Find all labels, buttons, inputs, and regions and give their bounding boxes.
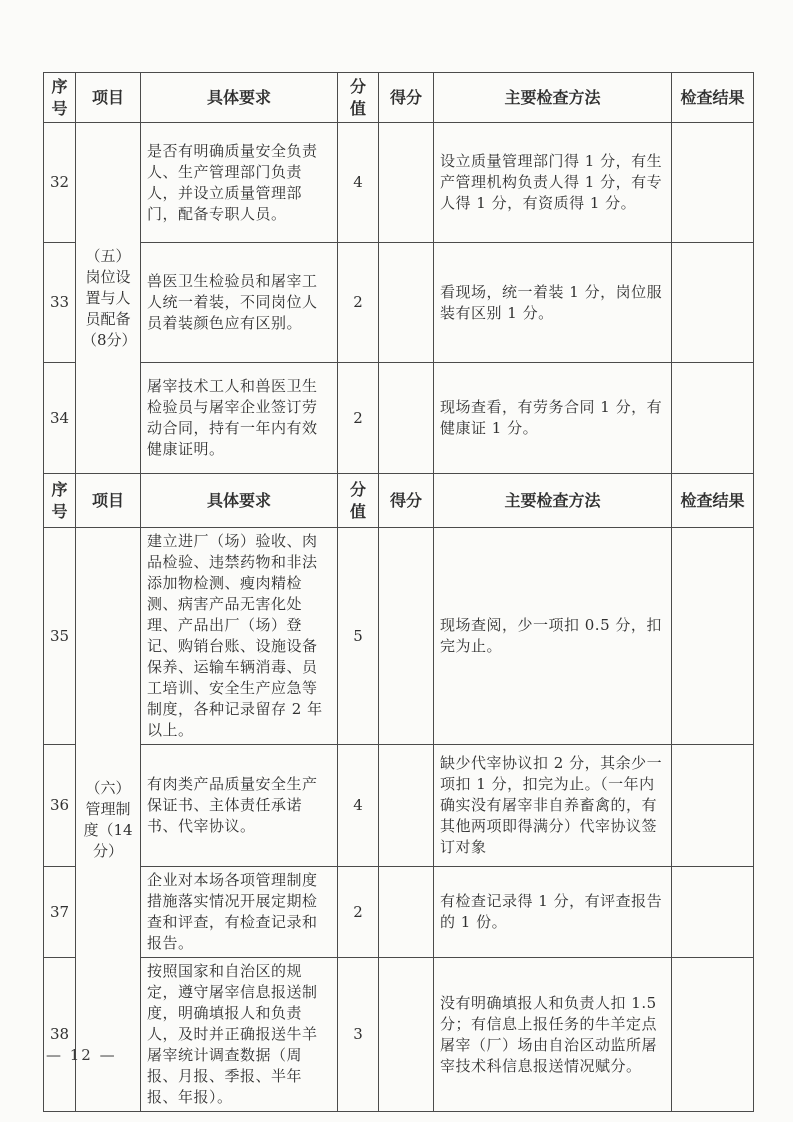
score-obtained-cell — [379, 528, 434, 745]
method-cell: 没有明确填报人和负责人扣 1.5 分；有信息上报任务的牛羊定点屠宰（厂）场由自治区动监所屠宰技术科信息报送情况赋分。 — [434, 958, 672, 1112]
table-row-34 — [44, 363, 754, 474]
requirement-cell: 兽医卫生检验员和屠宰工人统一着装，不同岗位人员着装颜色应有区别。 — [141, 243, 338, 363]
row-number-cell: 35 — [44, 528, 76, 745]
table-header-row-2 — [44, 474, 754, 528]
header-requirement: 具体要求 — [141, 474, 338, 528]
requirement-cell: 企业对本场各项管理制度措施落实情况开展定期检查和评查，有检查记录和报告。 — [141, 867, 338, 958]
category-cell-6: （六）管理制度（14分） — [76, 528, 141, 1112]
header-serial-number-label: 序号 — [51, 76, 68, 118]
header-inspection-result: 检查结果 — [672, 474, 754, 528]
requirement-cell: 按照国家和自治区的规定，遵守屠宰信息报送制度，明确填报人和负责人，及时并正确报送牛羊屠宰统计调查数据（周报、月报、季报、半年报、年报）。 — [141, 958, 338, 1112]
score-value-cell: 5 — [338, 528, 379, 745]
category-cell-5: （五）岗位设置与人员配备（8分） — [76, 123, 141, 474]
header-score-value — [338, 474, 379, 528]
result-cell — [672, 123, 754, 243]
requirement-cell: 有肉类产品质量安全生产保证书、主体责任承诺书、代宰协议。 — [141, 745, 338, 867]
score-obtained-cell — [379, 243, 434, 363]
score-obtained-cell — [379, 867, 434, 958]
table-row-38 — [44, 958, 754, 1112]
header-requirement: 具体要求 — [141, 73, 338, 123]
requirement-cell: 屠宰技术工人和兽医卫生检验员与屠宰企业签订劳动合同，持有一年内有效健康证明。 — [141, 363, 338, 474]
method-cell: 现场查阅，少一项扣 0.5 分，扣完为止。 — [434, 528, 672, 745]
table-header-row-1 — [44, 73, 754, 123]
header-project: 项目 — [76, 73, 141, 123]
requirement-cell: 是否有明确质量安全负责人、生产管理部门负责人，并设立质量管理部门，配备专职人员。 — [141, 123, 338, 243]
method-cell: 设立质量管理部门得 1 分，有生产管理机构负责人得 1 分，有专人得 1 分，有资质得 1 分。 — [434, 123, 672, 243]
method-cell: 看现场，统一着装 1 分，岗位服装有区别 1 分。 — [434, 243, 672, 363]
score-value-cell: 2 — [338, 363, 379, 474]
row-number-cell: 32 — [44, 123, 76, 243]
result-cell — [672, 745, 754, 867]
score-obtained-cell — [379, 958, 434, 1112]
table-row-32 — [44, 123, 754, 243]
header-score-value-label: 分值 — [349, 479, 366, 521]
header-inspection-result: 检查结果 — [672, 73, 754, 123]
method-cell: 现场查看，有劳务合同 1 分，有健康证 1 分。 — [434, 363, 672, 474]
inspection-score-table — [43, 72, 754, 1112]
score-obtained-cell — [379, 363, 434, 474]
method-cell: 缺少代宰协议扣 2 分，其余少一项扣 1 分，扣完为止。（一年内确实没有屠宰非自养畜禽的，有其他两项即得满分）代宰协议签订对象 — [434, 745, 672, 867]
requirement-cell: 建立进厂（场）验收、肉品检验、违禁药物和非法添加物检测、瘦肉精检测、病害产品无害化处理、产品出厂（场）登记、购销台账、设施设备保养、运输车辆消毒、员工培训、安全生产应急等制度，各种记录留存 2 年以上。 — [141, 528, 338, 745]
table-row-37 — [44, 867, 754, 958]
result-cell — [672, 243, 754, 363]
result-cell — [672, 363, 754, 474]
header-project: 项目 — [76, 474, 141, 528]
score-obtained-cell — [379, 745, 434, 867]
page-number: — 12 — — [46, 1046, 117, 1064]
table-row-33 — [44, 243, 754, 363]
result-cell — [672, 867, 754, 958]
table-row-36 — [44, 745, 754, 867]
header-score-obtained: 得分 — [379, 474, 434, 528]
header-inspection-method: 主要检查方法 — [434, 73, 672, 123]
row-number-cell: 38 — [44, 958, 76, 1112]
row-number-cell: 36 — [44, 745, 76, 867]
table-row-35 — [44, 528, 754, 745]
row-number-cell: 37 — [44, 867, 76, 958]
score-value-cell: 2 — [338, 867, 379, 958]
header-serial-number — [44, 73, 76, 123]
header-score-value — [338, 73, 379, 123]
method-cell: 有检查记录得 1 分，有评查报告的 1 份。 — [434, 867, 672, 958]
score-value-cell: 4 — [338, 745, 379, 867]
row-number-cell: 33 — [44, 243, 76, 363]
result-cell — [672, 958, 754, 1112]
row-number-cell: 34 — [44, 363, 76, 474]
score-value-cell: 4 — [338, 123, 379, 243]
score-value-cell: 3 — [338, 958, 379, 1112]
header-serial-number-label: 序号 — [51, 479, 68, 521]
header-score-value-label: 分值 — [349, 76, 366, 118]
header-score-obtained: 得分 — [379, 73, 434, 123]
header-inspection-method: 主要检查方法 — [434, 474, 672, 528]
score-value-cell: 2 — [338, 243, 379, 363]
header-serial-number — [44, 474, 76, 528]
score-obtained-cell — [379, 123, 434, 243]
result-cell — [672, 528, 754, 745]
